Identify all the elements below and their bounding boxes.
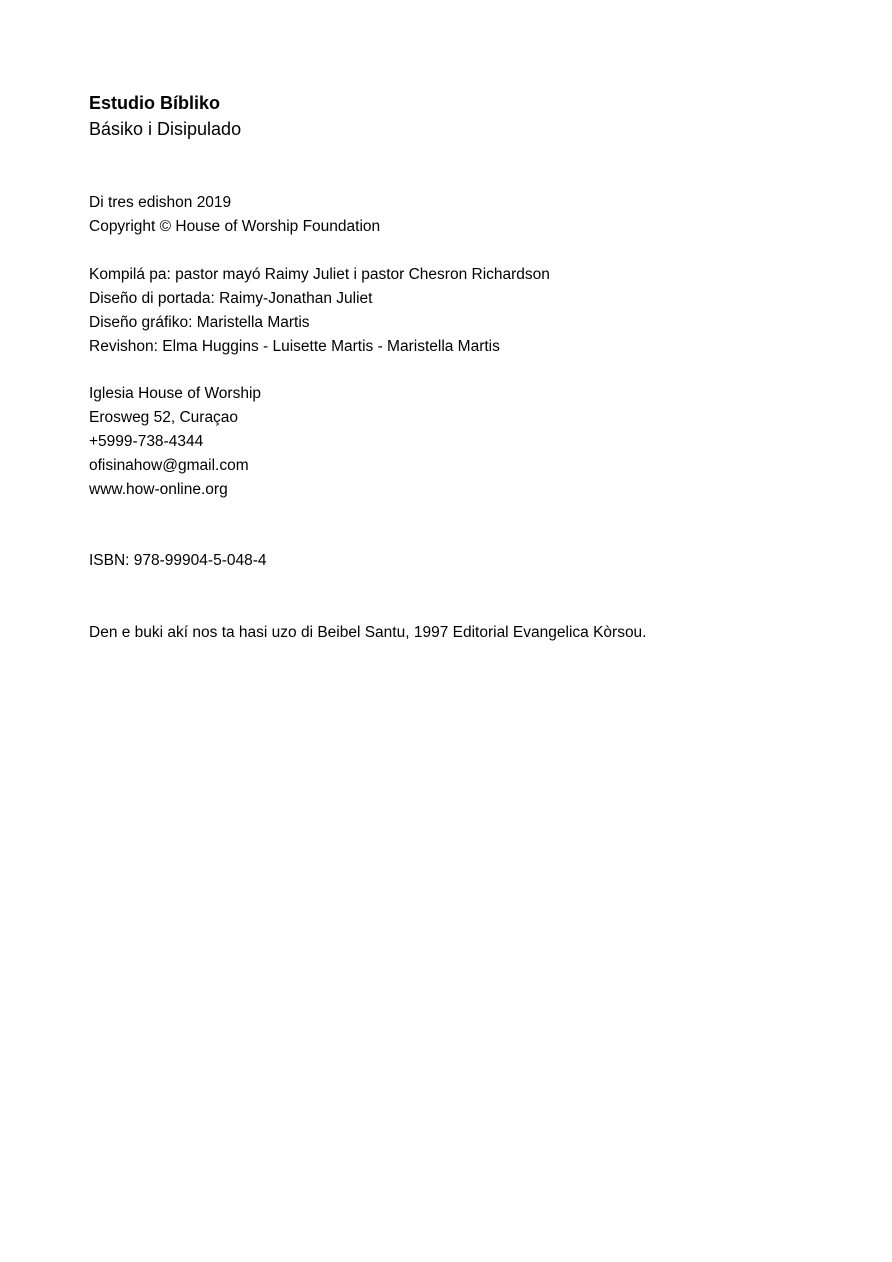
church-email: ofisinahow@gmail.com xyxy=(89,457,249,474)
edition-block xyxy=(89,191,809,239)
isbn-block xyxy=(89,549,809,573)
church-phone: +5999-738-4344 xyxy=(89,433,204,450)
bible-note-block xyxy=(89,621,809,645)
book-title: Estudio Bíbliko xyxy=(89,93,221,113)
credit-revision: Revishon: Elma Huggins - Luisette Martis - Maristella Martis xyxy=(89,338,500,355)
credit-cover-design: Diseño di portada: Raimy-Jonathan Juliet xyxy=(89,290,373,307)
copyright-line: Copyright © House of Worship Foundation xyxy=(89,218,381,235)
credits-block xyxy=(89,263,809,359)
contact-block xyxy=(89,382,809,502)
bible-version-note: Den e buki akí nos ta hasi uzo di Beibel Santu, 1997 Editorial Evangelica Kòrsou. xyxy=(89,624,647,641)
credit-graphic-design: Diseño gráfiko: Maristella Martis xyxy=(89,314,310,331)
title-block xyxy=(89,90,809,142)
book-subtitle: Básiko i Disipulado xyxy=(89,119,242,139)
church-address: Erosweg 52, Curaçao xyxy=(89,409,239,426)
credit-compiled-by: Kompilá pa: pastor mayó Raimy Juliet i pastor Chesron Richardson xyxy=(89,266,550,283)
church-name: Iglesia House of Worship xyxy=(89,385,262,402)
isbn-line: ISBN: 978-99904-5-048-4 xyxy=(89,552,267,569)
church-website: www.how-online.org xyxy=(89,481,228,498)
edition-line: Di tres edishon 2019 xyxy=(89,194,232,211)
